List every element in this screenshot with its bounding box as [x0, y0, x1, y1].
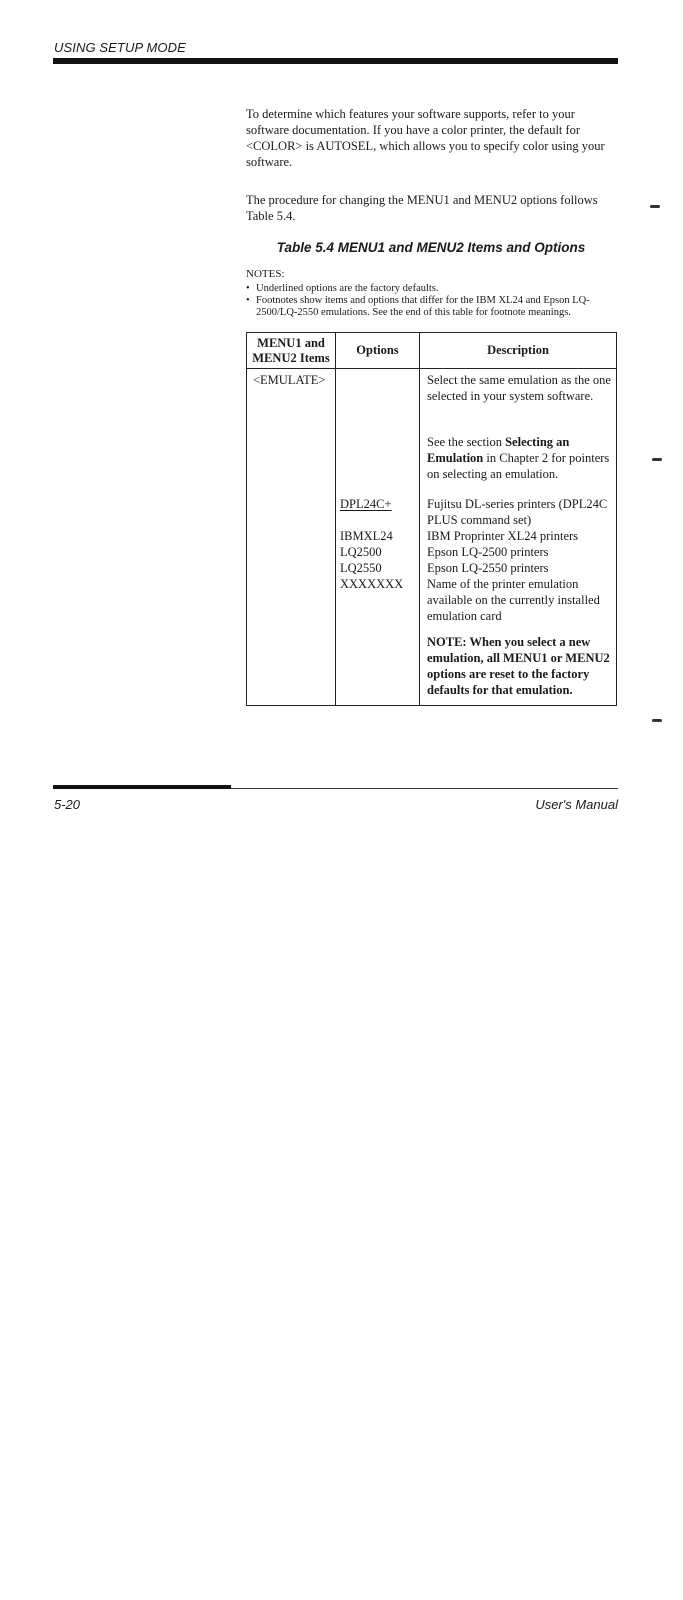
option-value: LQ2550 [340, 561, 382, 575]
header-rule [53, 58, 618, 64]
emulate-description: Select the same emulation as the one selected in your system software. [427, 373, 611, 403]
note-text: Underlined options are the factory defaults. [256, 283, 439, 294]
page-number: 5-20 [54, 797, 81, 812]
see-section-title: Selecting an Emulation [427, 435, 570, 465]
column-divider [335, 333, 336, 705]
notes-label: NOTES: [246, 268, 285, 280]
option-default: DPL24C+ [340, 497, 392, 511]
column-header-items: MENU1 and MENU2 Items [252, 335, 330, 365]
note-text: Footnotes show items and options that differ for the IBM XL24 and Epson LQ-2500/LQ-2550 emulations. See the end of this table for footnote meanings. [256, 295, 590, 318]
table-caption: Table 5.4 MENU1 and MENU2 Items and Options [276, 240, 586, 255]
option-description: Epson LQ-2500 printers [427, 545, 549, 559]
option-value: LQ2500 [340, 545, 382, 559]
manual-title: User's Manual [535, 797, 618, 812]
emulate-see-section [427, 434, 619, 482]
reset-note: NOTE: When you select a new emulation, all MENU1 or MENU2 options are reset to the factory defaults for that emulation. [427, 635, 610, 697]
note-item [246, 283, 626, 295]
option-value: IBMXL24 [340, 529, 393, 543]
note-item [246, 295, 626, 319]
scan-mark [652, 458, 662, 461]
option-value: XXXXXXX [340, 577, 404, 591]
header-divider [247, 368, 616, 369]
option-description: Name of the printer emulation available on the currently installed emulation card [427, 577, 600, 623]
column-divider [419, 333, 420, 705]
scan-mark [652, 719, 662, 722]
column-header-options: Options [356, 343, 399, 357]
bullet-icon: • [246, 295, 250, 306]
see-section-post: in Chapter 2 for pointers on selecting an emulation. [427, 451, 610, 481]
see-section-pre: See the section [427, 435, 506, 449]
scan-mark [650, 205, 660, 208]
bullet-icon: • [246, 283, 250, 294]
item-name: <EMULATE> [253, 373, 326, 387]
option-description: Epson LQ-2550 printers [427, 561, 549, 575]
option-description: Fujitsu DL-series printers (DPL24C PLUS command set) [427, 497, 608, 527]
footer-rule-thin [231, 788, 618, 789]
menu-items-table [246, 332, 617, 706]
intro-paragraph: To determine which features your software supports, refer to your software documentation. If you have a color printer, the default for <COLOR> is AUTOSEL, which allows you to specify color using your software. [246, 107, 605, 169]
notes-block [246, 268, 626, 319]
procedure-paragraph: The procedure for changing the MENU1 and MENU2 options follows Table 5.4. [246, 193, 598, 223]
column-header-description: Description [487, 343, 549, 357]
footer-rule-thick [53, 785, 231, 789]
option-description: IBM Proprinter XL24 printers [427, 529, 579, 543]
section-header-title: USING SETUP MODE [54, 40, 186, 55]
